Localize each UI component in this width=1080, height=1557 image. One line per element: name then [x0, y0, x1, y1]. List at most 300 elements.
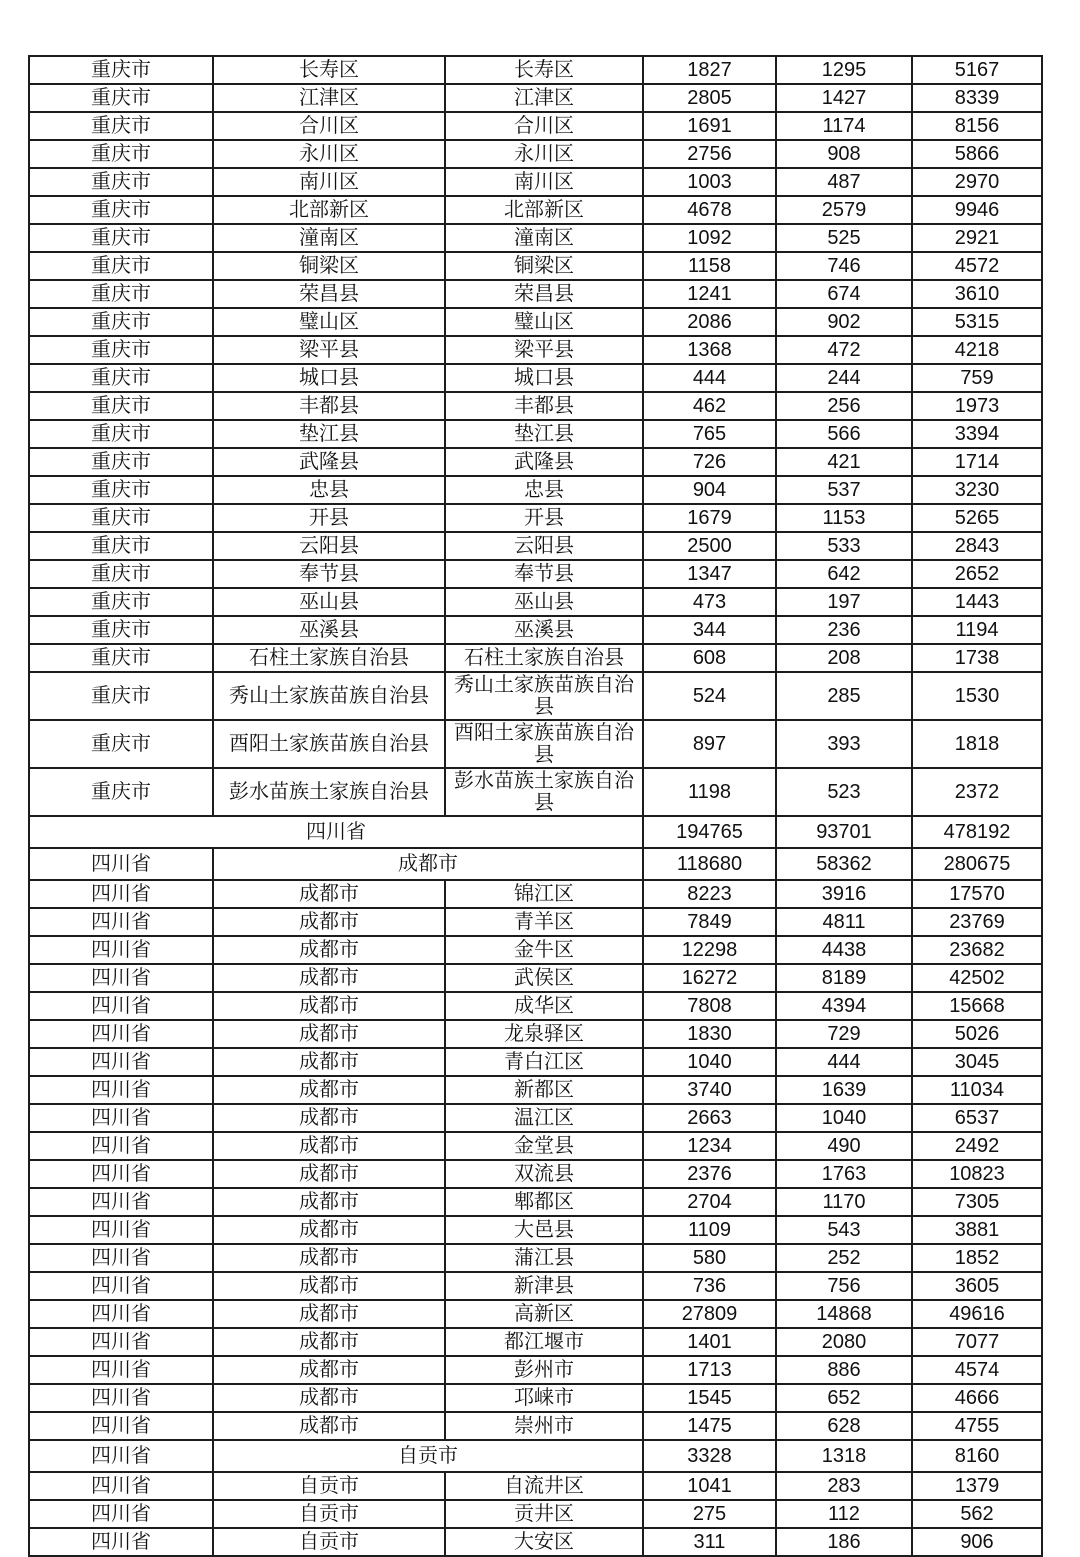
table-cell: 3394: [912, 420, 1042, 448]
table-cell: 1679: [643, 504, 776, 532]
table-cell: 合川区: [213, 112, 445, 140]
table-cell: 726: [643, 448, 776, 476]
table-cell: 525: [776, 224, 912, 252]
table-cell: 云阳县: [213, 532, 445, 560]
table-cell: 梁平县: [213, 336, 445, 364]
table-cell: 42502: [912, 964, 1042, 992]
table-cell: 746: [776, 252, 912, 280]
table-cell: 285: [776, 672, 912, 720]
table-cell: 巫山县: [213, 588, 445, 616]
table-cell: 大邑县: [445, 1216, 643, 1244]
table-cell: 四川省: [29, 1412, 213, 1440]
table-cell: 4666: [912, 1384, 1042, 1412]
table-cell: 武侯区: [445, 964, 643, 992]
table-cell: 4678: [643, 196, 776, 224]
table-cell: 252: [776, 1244, 912, 1272]
table-row: [29, 1440, 1042, 1472]
table-cell: 奉节县: [445, 560, 643, 588]
table-cell: 重庆市: [29, 420, 213, 448]
table-cell: 2756: [643, 140, 776, 168]
table-cell: 2843: [912, 532, 1042, 560]
table-cell: 1830: [643, 1020, 776, 1048]
table-cell: 1198: [643, 768, 776, 816]
table-row: [29, 768, 1042, 816]
table-cell: 9946: [912, 196, 1042, 224]
table-cell: 合川区: [445, 112, 643, 140]
table-cell: 重庆市: [29, 616, 213, 644]
table-cell: 1041: [643, 1472, 776, 1500]
table-cell: 垫江县: [213, 420, 445, 448]
table-cell: 永川区: [213, 140, 445, 168]
table-cell: 成都市: [213, 1356, 445, 1384]
table-cell: 四川省: [29, 1472, 213, 1500]
table-cell: 四川省: [29, 908, 213, 936]
table-cell: 1109: [643, 1216, 776, 1244]
table-cell: 886: [776, 1356, 912, 1384]
table-cell: 1234: [643, 1132, 776, 1160]
table-cell: 郫都区: [445, 1188, 643, 1216]
table-cell: 蒲江县: [445, 1244, 643, 1272]
table-cell: 280675: [912, 848, 1042, 880]
table-cell: 4811: [776, 908, 912, 936]
table-cell: 7849: [643, 908, 776, 936]
table-cell: 4755: [912, 1412, 1042, 1440]
table-row: [29, 168, 1042, 196]
table-cell: 重庆市: [29, 588, 213, 616]
table-cell: 城口县: [213, 364, 445, 392]
table-cell: 490: [776, 1132, 912, 1160]
table-row: [29, 964, 1042, 992]
table-cell: 1973: [912, 392, 1042, 420]
table-cell: 3881: [912, 1216, 1042, 1244]
table-cell: 贡井区: [445, 1500, 643, 1528]
table-cell: 重庆市: [29, 768, 213, 816]
table-cell: 311: [643, 1528, 776, 1556]
table-cell: 729: [776, 1020, 912, 1048]
table-cell: 16272: [643, 964, 776, 992]
table-cell: 彭水苗族土家族自治县: [213, 768, 445, 816]
table-cell: 1318: [776, 1440, 912, 1472]
table-cell: 忠县: [445, 476, 643, 504]
table-row: [29, 308, 1042, 336]
table-cell: 南川区: [445, 168, 643, 196]
table-cell: 2663: [643, 1104, 776, 1132]
table-cell: 璧山区: [213, 308, 445, 336]
table-cell: 石柱土家族自治县: [445, 644, 643, 672]
table-row: [29, 252, 1042, 280]
table-cell: 长寿区: [445, 56, 643, 84]
table-cell: 1092: [643, 224, 776, 252]
table-cell: 5866: [912, 140, 1042, 168]
table-cell: 彭水苗族土家族自治县: [445, 768, 643, 816]
table-cell: 906: [912, 1528, 1042, 1556]
table-cell: 2376: [643, 1160, 776, 1188]
table-cell: 283: [776, 1472, 912, 1500]
table-cell: 武隆县: [213, 448, 445, 476]
table-cell: 256: [776, 392, 912, 420]
table-cell: 重庆市: [29, 168, 213, 196]
table-cell: 成都市: [213, 1328, 445, 1356]
table-cell: 四川省: [29, 1500, 213, 1528]
table-cell: 49616: [912, 1300, 1042, 1328]
table-row: [29, 448, 1042, 476]
table-cell: 重庆市: [29, 364, 213, 392]
table-cell: 580: [643, 1244, 776, 1272]
table-cell: 巫山县: [445, 588, 643, 616]
table-row: [29, 112, 1042, 140]
table-cell: 双流县: [445, 1160, 643, 1188]
table-row: [29, 1500, 1042, 1528]
table-cell: 244: [776, 364, 912, 392]
table-body: [29, 56, 1042, 1556]
table-cell: 成都市: [213, 1104, 445, 1132]
table-cell: 93701: [776, 816, 912, 848]
table-cell: 5315: [912, 308, 1042, 336]
table-cell: 1170: [776, 1188, 912, 1216]
table-cell: 1153: [776, 504, 912, 532]
table-cell: 成都市: [213, 1160, 445, 1188]
table-cell: 秀山土家族苗族自治县: [213, 672, 445, 720]
table-row: [29, 560, 1042, 588]
table-cell: 1639: [776, 1076, 912, 1104]
table-cell: 478192: [912, 816, 1042, 848]
table-cell: 8156: [912, 112, 1042, 140]
table-cell: 江津区: [445, 84, 643, 112]
table-cell: 成华区: [445, 992, 643, 1020]
table-cell: 丰都县: [213, 392, 445, 420]
table-cell: 4574: [912, 1356, 1042, 1384]
table-cell: 27809: [643, 1300, 776, 1328]
table-cell: 金牛区: [445, 936, 643, 964]
table-cell: 472: [776, 336, 912, 364]
table-cell: 1347: [643, 560, 776, 588]
table-cell: 194765: [643, 816, 776, 848]
table-cell: 四川省: [29, 1160, 213, 1188]
table-cell: 902: [776, 308, 912, 336]
table-cell: 4394: [776, 992, 912, 1020]
table-cell: 543: [776, 1216, 912, 1244]
table-cell: 58362: [776, 848, 912, 880]
table-cell: 重庆市: [29, 560, 213, 588]
table-cell: 756: [776, 1272, 912, 1300]
table-cell: 1852: [912, 1244, 1042, 1272]
table-cell: 608: [643, 644, 776, 672]
table-cell: 四川省: [29, 848, 213, 880]
table-cell: 421: [776, 448, 912, 476]
table-cell: 重庆市: [29, 196, 213, 224]
table-cell: 重庆市: [29, 448, 213, 476]
table-cell: 成都市: [213, 1272, 445, 1300]
table-cell: 5026: [912, 1020, 1042, 1048]
table-cell: 成都市: [213, 1076, 445, 1104]
table-cell: 1475: [643, 1412, 776, 1440]
table-cell: 8339: [912, 84, 1042, 112]
table-cell: 巫溪县: [445, 616, 643, 644]
table-cell: 642: [776, 560, 912, 588]
table-cell: 梁平县: [445, 336, 643, 364]
table-cell: 1763: [776, 1160, 912, 1188]
table-cell: 4218: [912, 336, 1042, 364]
table-cell: 1401: [643, 1328, 776, 1356]
table-row: [29, 1272, 1042, 1300]
table-row: [29, 1216, 1042, 1244]
table-cell: 1158: [643, 252, 776, 280]
table-cell: 成都市: [213, 936, 445, 964]
table-cell: 四川省: [29, 1020, 213, 1048]
table-row: [29, 336, 1042, 364]
table-cell: 开县: [213, 504, 445, 532]
table-cell: 自贡市: [213, 1528, 445, 1556]
table-cell: 永川区: [445, 140, 643, 168]
table-cell: 2579: [776, 196, 912, 224]
table-cell: 524: [643, 672, 776, 720]
table-row: [29, 880, 1042, 908]
table-cell: 成都市: [213, 992, 445, 1020]
table-cell: 重庆市: [29, 392, 213, 420]
table-cell: 重庆市: [29, 336, 213, 364]
table-cell: 四川省: [29, 1188, 213, 1216]
table-row: [29, 56, 1042, 84]
table-cell: 1379: [912, 1472, 1042, 1500]
table-cell: 重庆市: [29, 224, 213, 252]
table-cell: 成都市: [213, 848, 643, 880]
table-cell: 金堂县: [445, 1132, 643, 1160]
table-cell: 1427: [776, 84, 912, 112]
table-row: [29, 1160, 1042, 1188]
table-cell: 四川省: [29, 880, 213, 908]
table-cell: 四川省: [29, 1328, 213, 1356]
table-row: [29, 84, 1042, 112]
table-cell: 石柱土家族自治县: [213, 644, 445, 672]
table-cell: 1194: [912, 616, 1042, 644]
table-cell: 3045: [912, 1048, 1042, 1076]
table-cell: 3230: [912, 476, 1042, 504]
table-cell: 1818: [912, 720, 1042, 768]
table-cell: 1714: [912, 448, 1042, 476]
table-row: [29, 504, 1042, 532]
table-cell: 青白江区: [445, 1048, 643, 1076]
table-row: [29, 1188, 1042, 1216]
table-cell: 高新区: [445, 1300, 643, 1328]
table-cell: 562: [912, 1500, 1042, 1528]
table-cell: 12298: [643, 936, 776, 964]
table-cell: 武隆县: [445, 448, 643, 476]
table-cell: 537: [776, 476, 912, 504]
table-cell: 潼南区: [213, 224, 445, 252]
table-cell: 四川省: [29, 1216, 213, 1244]
table-cell: 118680: [643, 848, 776, 880]
table-cell: 1443: [912, 588, 1042, 616]
table-cell: 3328: [643, 1440, 776, 1472]
table-cell: 四川省: [29, 1356, 213, 1384]
table-cell: 四川省: [29, 816, 643, 848]
table-row: [29, 1104, 1042, 1132]
table-row: [29, 992, 1042, 1020]
table-cell: 3605: [912, 1272, 1042, 1300]
table-cell: 1827: [643, 56, 776, 84]
table-cell: 成都市: [213, 1412, 445, 1440]
table-row: [29, 224, 1042, 252]
table-cell: 重庆市: [29, 720, 213, 768]
table-cell: 重庆市: [29, 644, 213, 672]
table-cell: 5265: [912, 504, 1042, 532]
table-cell: 674: [776, 280, 912, 308]
table-row: [29, 616, 1042, 644]
table-cell: 652: [776, 1384, 912, 1412]
table-cell: 铜梁区: [445, 252, 643, 280]
table-cell: 23682: [912, 936, 1042, 964]
table-row: [29, 1132, 1042, 1160]
table-row: [29, 936, 1042, 964]
table-cell: 大安区: [445, 1528, 643, 1556]
table-cell: 彭州市: [445, 1356, 643, 1384]
table-cell: 四川省: [29, 1528, 213, 1556]
table-cell: 186: [776, 1528, 912, 1556]
table-cell: 重庆市: [29, 672, 213, 720]
table-cell: 璧山区: [445, 308, 643, 336]
table-cell: 荣昌县: [445, 280, 643, 308]
table-cell: 成都市: [213, 964, 445, 992]
table-row: [29, 364, 1042, 392]
table-cell: 丰都县: [445, 392, 643, 420]
table-cell: 自贡市: [213, 1440, 643, 1472]
table-cell: 成都市: [213, 1132, 445, 1160]
table-cell: 成都市: [213, 1020, 445, 1048]
table-cell: 成都市: [213, 1384, 445, 1412]
table-row: [29, 1244, 1042, 1272]
table-cell: 自流井区: [445, 1472, 643, 1500]
table-cell: 铜梁区: [213, 252, 445, 280]
table-cell: 473: [643, 588, 776, 616]
table-cell: 自贡市: [213, 1472, 445, 1500]
table-cell: 长寿区: [213, 56, 445, 84]
table-cell: 759: [912, 364, 1042, 392]
table-cell: 重庆市: [29, 308, 213, 336]
table-cell: 重庆市: [29, 84, 213, 112]
table-cell: 2921: [912, 224, 1042, 252]
table-cell: 2500: [643, 532, 776, 560]
table-cell: 重庆市: [29, 280, 213, 308]
table-cell: 3740: [643, 1076, 776, 1104]
table-cell: 904: [643, 476, 776, 504]
table-row: [29, 1020, 1042, 1048]
table-cell: 765: [643, 420, 776, 448]
table-cell: 208: [776, 644, 912, 672]
table-row: [29, 672, 1042, 720]
table-cell: 3916: [776, 880, 912, 908]
region-statistics-table: [28, 55, 1043, 1557]
table-cell: 新津县: [445, 1272, 643, 1300]
table-cell: 重庆市: [29, 140, 213, 168]
table-cell: 7077: [912, 1328, 1042, 1356]
table-cell: 8223: [643, 880, 776, 908]
table-cell: 275: [643, 1500, 776, 1528]
table-cell: 2492: [912, 1132, 1042, 1160]
table-cell: 23769: [912, 908, 1042, 936]
table-cell: 南川区: [213, 168, 445, 196]
table-cell: 523: [776, 768, 912, 816]
table-cell: 四川省: [29, 964, 213, 992]
table-cell: 荣昌县: [213, 280, 445, 308]
table-cell: 1738: [912, 644, 1042, 672]
table-row: [29, 532, 1042, 560]
table-cell: 秀山土家族苗族自治县: [445, 672, 643, 720]
table-cell: 897: [643, 720, 776, 768]
table-cell: 487: [776, 168, 912, 196]
table-cell: 344: [643, 616, 776, 644]
table-cell: 4438: [776, 936, 912, 964]
table-cell: 江津区: [213, 84, 445, 112]
table-cell: 锦江区: [445, 880, 643, 908]
table-cell: 4572: [912, 252, 1042, 280]
table-cell: 四川省: [29, 992, 213, 1020]
table-cell: 垫江县: [445, 420, 643, 448]
table-cell: 北部新区: [445, 196, 643, 224]
table-cell: 1368: [643, 336, 776, 364]
document-page: [28, 55, 1043, 1557]
table-cell: 开县: [445, 504, 643, 532]
table-cell: 112: [776, 1500, 912, 1528]
table-cell: 17570: [912, 880, 1042, 908]
table-cell: 重庆市: [29, 476, 213, 504]
table-cell: 1174: [776, 112, 912, 140]
table-cell: 龙泉驿区: [445, 1020, 643, 1048]
table-row: [29, 392, 1042, 420]
table-row: [29, 588, 1042, 616]
table-row: [29, 476, 1042, 504]
table-cell: 酉阳土家族苗族自治县: [445, 720, 643, 768]
table-cell: 2805: [643, 84, 776, 112]
table-cell: 236: [776, 616, 912, 644]
table-row: [29, 1328, 1042, 1356]
table-cell: 青羊区: [445, 908, 643, 936]
table-row: [29, 280, 1042, 308]
table-cell: 7305: [912, 1188, 1042, 1216]
table-cell: 四川省: [29, 1244, 213, 1272]
table-cell: 重庆市: [29, 252, 213, 280]
table-cell: 城口县: [445, 364, 643, 392]
table-cell: 2372: [912, 768, 1042, 816]
table-cell: 10823: [912, 1160, 1042, 1188]
table-cell: 云阳县: [445, 532, 643, 560]
table-cell: 444: [643, 364, 776, 392]
table-cell: 1241: [643, 280, 776, 308]
table-cell: 2086: [643, 308, 776, 336]
table-cell: 四川省: [29, 1104, 213, 1132]
table-cell: 成都市: [213, 1244, 445, 1272]
table-cell: 1040: [776, 1104, 912, 1132]
table-cell: 462: [643, 392, 776, 420]
table-cell: 奉节县: [213, 560, 445, 588]
table-cell: 1040: [643, 1048, 776, 1076]
table-cell: 15668: [912, 992, 1042, 1020]
table-cell: 14868: [776, 1300, 912, 1328]
table-row: [29, 1356, 1042, 1384]
table-cell: 成都市: [213, 908, 445, 936]
table-cell: 成都市: [213, 880, 445, 908]
table-cell: 成都市: [213, 1048, 445, 1076]
table-cell: 3610: [912, 280, 1042, 308]
table-row: [29, 720, 1042, 768]
table-cell: 重庆市: [29, 112, 213, 140]
table-cell: 1003: [643, 168, 776, 196]
table-cell: 6537: [912, 1104, 1042, 1132]
table-cell: 1691: [643, 112, 776, 140]
table-cell: 1295: [776, 56, 912, 84]
table-row: [29, 816, 1042, 848]
table-cell: 2970: [912, 168, 1042, 196]
table-cell: 四川省: [29, 1300, 213, 1328]
